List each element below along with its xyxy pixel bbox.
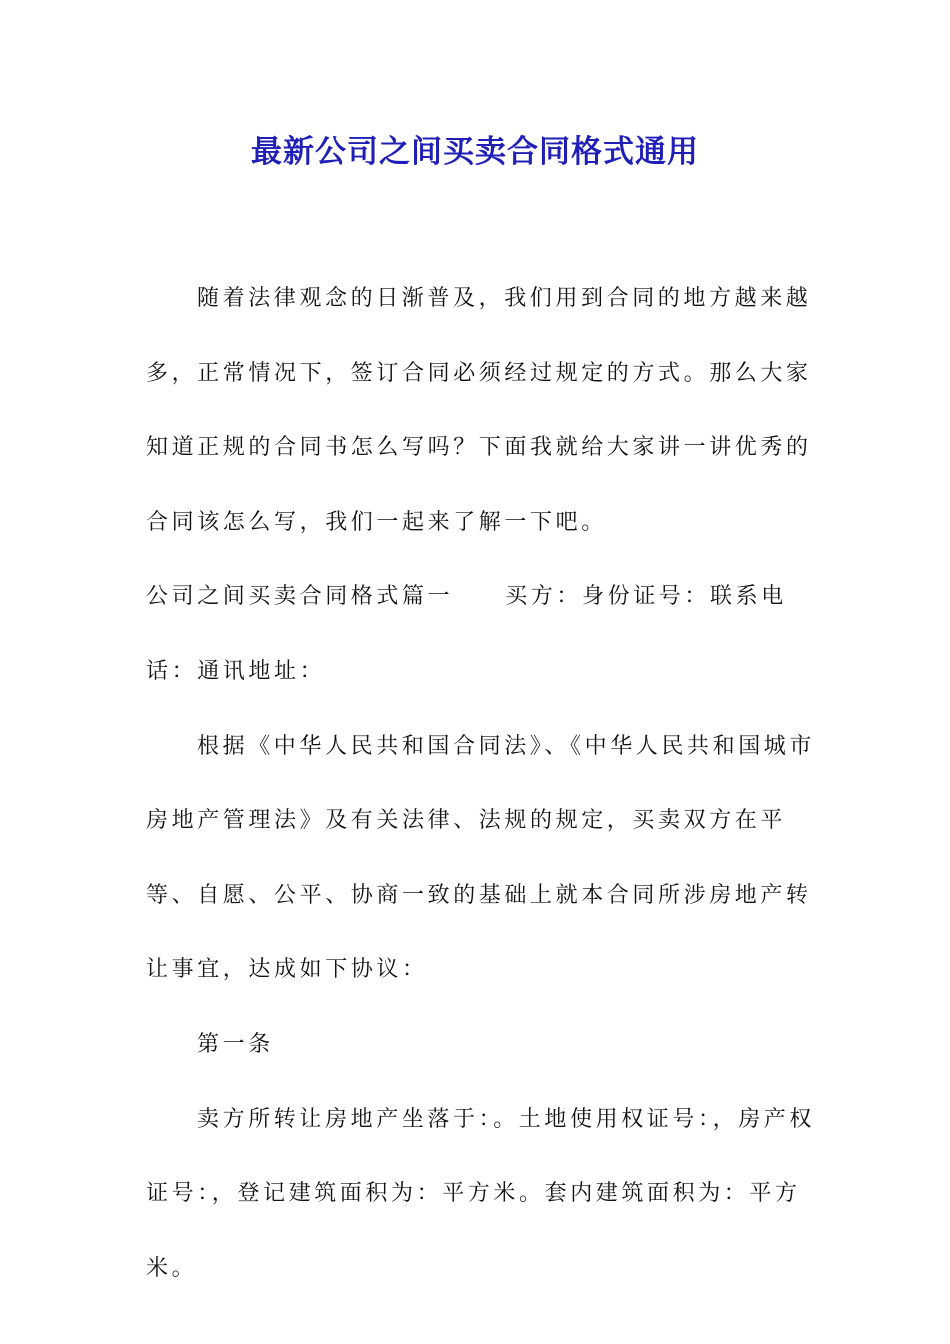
document-body xyxy=(146,262,816,1306)
intro-paragraph: 随着法律观念的日渐普及，我们用到合同的地方越来越多，正常情况下，签订合同必须经过规定的方式。那么大家知道正规的合同书怎么写吗？下面我就给大家讲一讲优秀的合同该怎么写，我们一起来了解一下吧。 xyxy=(146,286,812,535)
legal-basis-paragraph: 根据《中华人民共和国合同法》、《中华人民共和国城市房地产管理法》及有关法律、法规的规定，买卖双方在平等、自愿、公平、协商一致的基础上就本合同所涉房地产转让事宜，达成如下协议： xyxy=(146,733,816,983)
article-1-paragraph: 卖方所转让房地产坐落于：。土地使用权证号：，房产权证号：，登记建筑面积为：平方米。套内建筑面积为：平方米。 xyxy=(146,1106,816,1281)
section-heading-line xyxy=(146,560,816,709)
document-title: 最新公司之间买卖合同格式通用 xyxy=(251,134,699,170)
section-heading: 公司之间买卖合同格式篇一 xyxy=(146,584,454,610)
article-1-heading: 第一条 xyxy=(197,1031,274,1057)
buyer-fields: 买方：身份证号：联系电话：通讯地址： xyxy=(146,584,787,684)
